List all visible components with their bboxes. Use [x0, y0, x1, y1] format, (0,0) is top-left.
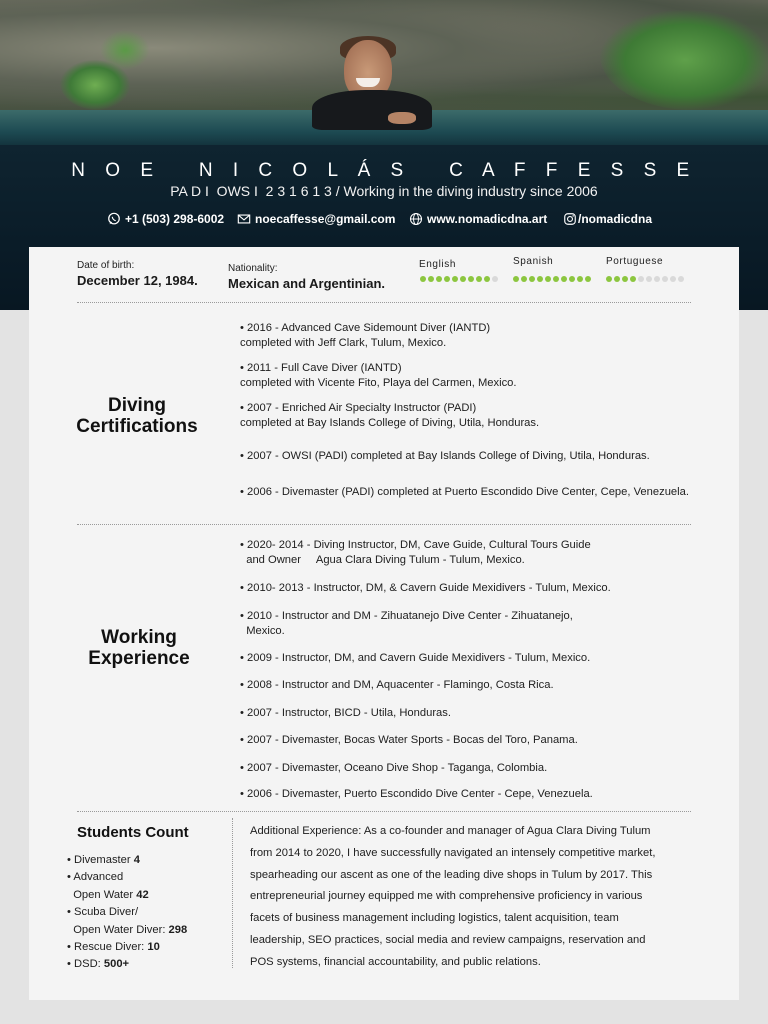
rating-dot-filled	[460, 276, 466, 282]
website-url: www.nomadicdna.art	[427, 212, 548, 226]
students-count-item: • Scuba Diver/	[67, 906, 139, 919]
rating-dot-filled	[585, 276, 591, 282]
experience-item: • 2008 - Instructor and DM, Aquacenter - Flamingo, Costa Rica.	[240, 679, 554, 691]
students-count-item: Open Water 42	[67, 888, 149, 901]
rating-dot-filled	[476, 276, 482, 282]
students-count-item: Open Water Diver: 298	[67, 923, 188, 936]
rating-dot-filled	[521, 276, 527, 282]
rating-dot-empty	[678, 276, 684, 282]
experience-item: • 2010 - Instructor and DM - Zihuatanejo Dive Center - Zihuatanejo, Mexico.	[240, 610, 573, 637]
additional-line: Additional Experience: As a co-founder and manager of Agua Clara Diving Tulum	[250, 825, 651, 837]
instagram-contact[interactable]	[563, 212, 652, 226]
language-spanish-label: Spanish	[513, 256, 554, 267]
rating-dot-filled	[553, 276, 559, 282]
certifications-heading-line1: Diving	[107, 395, 167, 416]
rating-dot-filled	[484, 276, 490, 282]
instagram-icon	[563, 212, 577, 226]
students-count-list	[67, 852, 187, 974]
experience-heading-line1: Working	[101, 627, 177, 648]
rating-dot-filled	[537, 276, 543, 282]
additional-line: entrepreneurial journey equipped me with comprehensive proficiency in various	[250, 890, 643, 903]
rating-dot-empty	[654, 276, 660, 282]
whatsapp-icon	[107, 212, 121, 226]
rating-dot-empty	[670, 276, 676, 282]
rating-dot-filled	[569, 276, 575, 282]
globe-icon	[409, 212, 423, 226]
rating-dot-filled	[622, 276, 628, 282]
column-divider	[232, 818, 233, 968]
rating-dot-empty	[646, 276, 652, 282]
section-divider	[77, 302, 691, 303]
certifications-heading	[64, 395, 210, 437]
email-contact[interactable]	[237, 212, 395, 226]
rating-dot-filled	[513, 276, 519, 282]
contact-bar	[0, 212, 768, 232]
rating-dot-empty	[492, 276, 498, 282]
email-address: noecaffesse@gmail.com	[255, 212, 396, 226]
experience-heading	[69, 627, 209, 669]
instagram-handle: /nomadicdna	[578, 212, 653, 226]
section-divider	[77, 524, 691, 525]
certification-item: • 2011 - Full Cave Diver (IANTD) completed with Vicente Fito, Playa del Carmen, Mexico.	[240, 362, 517, 389]
language-portuguese-label: Portuguese	[606, 256, 664, 267]
certification-item: • 2007 - OWSI (PADI) completed at Bay Islands College of Diving, Utila, Honduras.	[240, 450, 650, 462]
person-name: N O E N I C O L Á S C A F F E S S E	[71, 160, 697, 181]
additional-line: leadership, SEO practices, social media and review campaigns, reservation and	[250, 933, 646, 946]
additional-line: facets of business management including logistics, talent acquisition, team	[250, 912, 619, 925]
rating-dot-filled	[577, 276, 583, 282]
resume-card	[29, 247, 739, 1000]
students-count-item: • Advanced	[67, 871, 124, 884]
rating-dot-filled	[428, 276, 434, 282]
rating-dot-empty	[662, 276, 668, 282]
certification-item: • 2007 - Enriched Air Specialty Instructor (PADI) completed at Bay Islands College of Diving, Utila, Honduras.	[240, 402, 540, 429]
rating-dot-filled	[452, 276, 458, 282]
dob-label: Date of birth:	[77, 260, 135, 271]
rating-dot-filled	[444, 276, 450, 282]
rating-dot-filled	[614, 276, 620, 282]
rating-dot-empty	[638, 276, 644, 282]
credential-subtitle: PA D I OWS I 2 3 1 6 1 3 / Working in the diving industry since 2006	[170, 183, 598, 199]
additional-line: spearheading our ascent as one of the leading dive shops in Tulum by 2017. This	[250, 868, 653, 881]
additional-experience	[250, 821, 670, 974]
diver-photo	[308, 38, 436, 128]
rating-dot-filled	[420, 276, 426, 282]
certification-item: • 2016 - Advanced Cave Sidemount Diver (IANTD) completed with Jeff Clark, Tulum, Mexico.	[240, 322, 491, 349]
fern-decoration	[100, 30, 150, 70]
certification-item: • 2006 - Divemaster (PADI) completed at Puerto Escondido Dive Center, Cepe, Venezuela.	[240, 486, 689, 498]
students-count-item: • Rescue Diver: 10	[67, 941, 160, 954]
rating-dot-filled	[468, 276, 474, 282]
language-portuguese-rating	[606, 276, 684, 282]
language-english-label: English	[419, 259, 456, 270]
additional-line: from 2014 to 2020, I have successfully navigated an intensely competitive market,	[250, 846, 656, 859]
phone-number: +1 (503) 298-6002	[125, 212, 225, 226]
rating-dot-filled	[545, 276, 551, 282]
certifications-heading-line2: Certifications	[76, 416, 198, 437]
dob-value: December 12, 1984.	[77, 273, 198, 288]
rating-dot-filled	[436, 276, 442, 282]
rating-dot-filled	[561, 276, 567, 282]
experience-item: • 2007 - Instructor, BICD - Utila, Honduras.	[240, 707, 451, 719]
students-count-heading: Students Count	[77, 824, 189, 841]
phone-contact[interactable]	[107, 212, 224, 226]
additional-line: POS systems, financial accountability, and public relations.	[250, 955, 541, 968]
experience-heading-line2: Experience	[88, 648, 190, 669]
experience-item: • 2009 - Instructor, DM, and Cavern Guide Mexidivers - Tulum, Mexico.	[240, 652, 591, 664]
website-contact[interactable]	[409, 212, 547, 226]
experience-item: • 2007 - Divemaster, Bocas Water Sports - Bocas del Toro, Panama.	[240, 734, 578, 746]
language-english-rating	[420, 276, 498, 282]
mail-icon	[237, 212, 251, 226]
nationality-label: Nationality:	[228, 263, 278, 274]
section-divider	[77, 811, 691, 812]
experience-item: • 2007 - Divemaster, Oceano Dive Shop - Taganga, Colombia.	[240, 762, 548, 774]
nationality-value: Mexican and Argentinian.	[228, 276, 385, 291]
experience-item: • 2006 - Divemaster, Puerto Escondido Dive Center - Cepe, Venezuela.	[240, 788, 593, 800]
experience-item: • 2010- 2013 - Instructor, DM, & Cavern Guide Mexidivers - Tulum, Mexico.	[240, 582, 611, 594]
students-count-item: • DSD: 500+	[67, 958, 130, 971]
rating-dot-filled	[606, 276, 612, 282]
rating-dot-filled	[529, 276, 535, 282]
rating-dot-filled	[630, 276, 636, 282]
language-spanish-rating	[513, 276, 591, 282]
students-count-item: • Divemaster 4	[67, 854, 140, 866]
experience-item: • 2020- 2014 - Diving Instructor, DM, Cave Guide, Cultural Tours Guide and Owner Agua Clara Diving Tulum - Tulum, Mexico.	[240, 539, 591, 566]
